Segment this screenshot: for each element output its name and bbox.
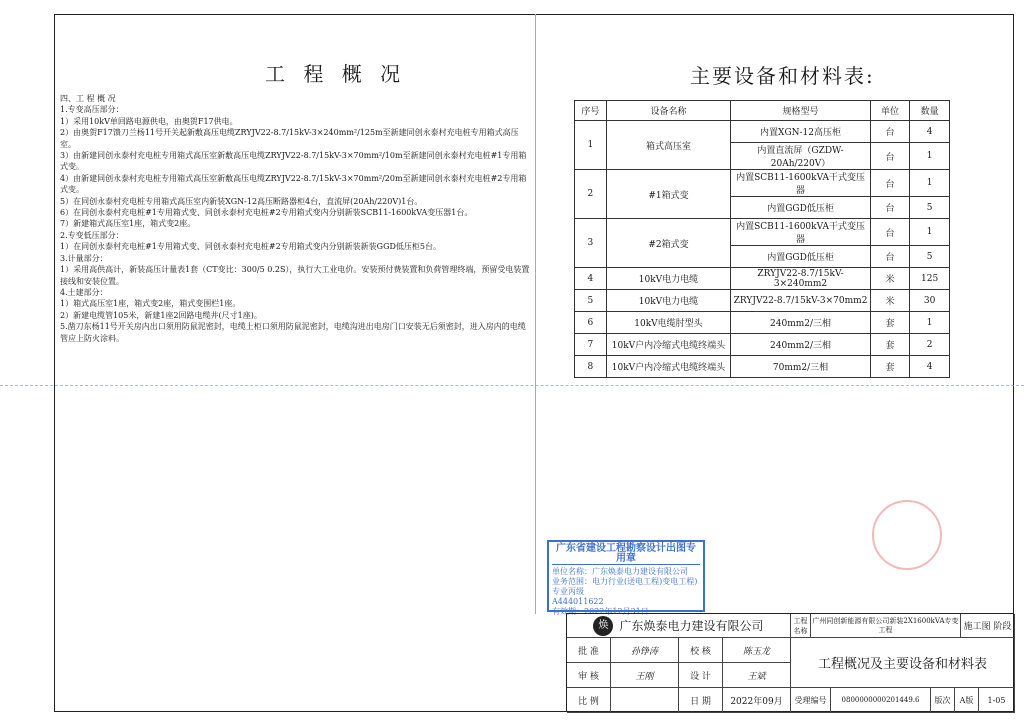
signature-check: 陈玉龙	[723, 638, 791, 663]
col-header-no: 序号	[575, 101, 607, 121]
table-row	[575, 334, 950, 356]
label-review: 审 核	[567, 663, 611, 688]
table-header-row	[575, 101, 950, 121]
col-header-qty: 数量	[910, 101, 950, 121]
overview-line: 1）在同创永泰村充电桩#1专用箱式变、同创永泰村充电桩#2专用箱式变内分别新装新装GGD低压柜5台。	[60, 242, 441, 252]
stamp-header: 广东省建设工程勘察设计出图专用章	[552, 544, 700, 565]
cell-unit: 米	[870, 268, 909, 290]
cell-unit: 台	[870, 121, 909, 143]
overview-line: 6）在同创永泰村充电桩#1专用箱式变、同创永泰村充电桩#2专用箱式变内分别新装SCB11-1600kVA变压器1台。	[60, 208, 473, 218]
scan-line	[0, 385, 1024, 386]
stamp-line: 单位名称：广东焕泰电力建设有限公司	[552, 567, 688, 576]
cell-unit: 台	[870, 219, 909, 246]
table-row	[575, 121, 950, 143]
title-block	[566, 613, 1014, 712]
cell-unit: 台	[870, 197, 909, 219]
overview-text	[60, 93, 530, 344]
cell-qty: 4	[910, 121, 950, 143]
stamp-line: 有效期：2022年12月31日	[552, 607, 649, 616]
cell-name: #1箱式变	[606, 170, 730, 219]
label-approve: 批 准	[567, 638, 611, 663]
col-header-name: 设备名称	[606, 101, 730, 121]
overview-line: 2）新建电缆管105米，新建1座2回路电缆井(尺寸1座)。	[60, 310, 262, 320]
overview-line: 4.土建部分：	[60, 287, 108, 297]
cell-no: 6	[575, 312, 607, 334]
stage: 施工图 阶段	[961, 614, 1015, 638]
cell-name: 10kV户内冷缩式电缆终端头	[606, 334, 730, 356]
cell-name: 10kV电力电缆	[606, 268, 730, 290]
signature-approve: 孙铮涛	[611, 638, 679, 663]
cell-qty: 1	[910, 312, 950, 334]
cell-unit: 米	[870, 290, 909, 312]
cell-name: 10kV电缆肘型头	[606, 312, 730, 334]
center-divider	[535, 14, 536, 614]
cell-spec: 内置GGD低压柜	[731, 246, 871, 268]
stamp-line: 业务范围：电力行业(送电工程)变电工程)专业丙级	[552, 577, 698, 596]
overview-line: 7）新建箱式高压室1座，箱式变2座。	[60, 219, 196, 229]
overview-title: 工 程 概 况	[265, 62, 407, 86]
red-seal	[872, 500, 942, 570]
table-row	[575, 356, 950, 378]
cell-spec: 内置GGD低压柜	[731, 197, 871, 219]
overview-line: 5）在同创永泰村充电桩专用箱式高压室内新装XGN-12高压断路器柜4台，直流屏(20Ah/220V)1台。	[60, 196, 423, 206]
overview-line: 3.计量部分：	[60, 253, 108, 263]
cell-name: #2箱式变	[606, 219, 730, 268]
label-check: 校 核	[679, 638, 723, 663]
cell-unit: 套	[870, 356, 909, 378]
cell-no: 5	[575, 290, 607, 312]
cell-unit: 台	[870, 143, 909, 170]
overview-line: 四、工 程 概 况	[60, 94, 116, 103]
cell-spec: 内置SCB11-1600kVA干式变压器	[731, 219, 871, 246]
drawing-number: 0800000000201449.6	[831, 688, 931, 713]
cell-qty: 1	[910, 219, 950, 246]
cell-no: 7	[575, 334, 607, 356]
cell-unit: 台	[870, 246, 909, 268]
version-label: 版次	[931, 688, 955, 713]
date-value: 2022年09月	[723, 688, 791, 713]
table-row	[575, 290, 950, 312]
overview-line: 3）由新建同创永泰村充电桩专用箱式高压室新敷高压电缆ZRYJV22-8.7/15kV-3×70mm²/10m至新建同创永泰村充电桩#1专用箱式变。	[60, 151, 527, 172]
cell-name: 10kV户内冷缩式电缆终端头	[606, 356, 730, 378]
cell-qty: 2	[910, 334, 950, 356]
cell-no: 3	[575, 219, 607, 268]
overview-line: 1.专变高压部分：	[60, 105, 124, 115]
project-name: 广州同创新能源有限公司新装2X1600kVA专变工程	[811, 614, 961, 638]
company-name: 广东焕泰电力建设有限公司	[619, 619, 764, 633]
overview-line: 5.凿刀东杨11号开关房内出口须用防鼠泥密封，电缆上柜口须用防鼠泥密封，电缆沟进出电房门口安装无后须密封，进入房内的电缆管应上防火涂料。	[60, 322, 526, 343]
cell-no: 4	[575, 268, 607, 290]
cell-no: 2	[575, 170, 607, 219]
col-header-spec: 规格型号	[731, 101, 871, 121]
table-row	[575, 219, 950, 246]
sheet-number: 1-05	[979, 688, 1015, 713]
cell-spec: 内置SCB11-1600kVA干式变压器	[731, 170, 871, 197]
project-label: 工程名称	[791, 614, 811, 638]
cell-qty: 30	[910, 290, 950, 312]
cell-qty: 1	[910, 143, 950, 170]
company-cell	[567, 614, 791, 638]
scale-value	[611, 688, 679, 713]
signature-design: 王斌	[723, 663, 791, 688]
cell-unit: 套	[870, 334, 909, 356]
label-date: 日 期	[679, 688, 723, 713]
cell-no: 8	[575, 356, 607, 378]
cell-unit: 套	[870, 312, 909, 334]
number-label: 受理编号	[791, 688, 831, 713]
materials-title: 主要设备和材料表:	[690, 64, 875, 88]
table-row	[575, 268, 950, 290]
overview-line: 1）采用高供高计，新装高压计量表1套（CT变比：300/5 0.2S），执行大工业电价。安装预付费装置和负荷管理终端，预留受电装置接线和安装位置。	[60, 265, 530, 286]
col-header-unit: 单位	[870, 101, 909, 121]
cell-qty: 5	[910, 246, 950, 268]
cell-name: 箱式高压室	[606, 121, 730, 170]
label-scale: 比 例	[567, 688, 611, 713]
cell-spec: 内置直流屏（GZDW-20Ah/220V）	[731, 143, 871, 170]
company-logo-icon: 焕	[593, 616, 613, 636]
cell-qty: 125	[910, 268, 950, 290]
table-row	[575, 312, 950, 334]
signature-review: 王刚	[611, 663, 679, 688]
table-row	[575, 170, 950, 197]
drawing-title: 工程概况及主要设备和材料表	[791, 638, 1015, 688]
stamp-line: A444011622	[552, 597, 604, 606]
cell-qty: 5	[910, 197, 950, 219]
overview-line: 1）箱式高压室1座，箱式变2座，箱式变围栏1座。	[60, 299, 241, 309]
cell-spec: 240mm2/三相	[731, 312, 871, 334]
cell-qty: 4	[910, 356, 950, 378]
cell-spec: 240mm2/三相	[731, 334, 871, 356]
overview-line: 2.专变低压部分：	[60, 230, 124, 240]
cell-spec: 70mm2/三相	[731, 356, 871, 378]
cell-qty: 1	[910, 170, 950, 197]
materials-table	[574, 100, 950, 378]
label-design: 设 计	[679, 663, 723, 688]
cell-spec: ZRYJV22-8.7/15kV-3×70mm2	[731, 290, 871, 312]
cell-spec: ZRYJV22-8.7/15kV-3×240mm2	[731, 268, 871, 290]
cell-no: 1	[575, 121, 607, 170]
overview-line: 4）由新建同创永泰村充电桩专用箱式高压室新敷高压电缆ZRYJV22-8.7/15kV-3×70mm²/20m至新建同创永泰村充电桩#2专用箱式变。	[60, 173, 527, 195]
cell-unit: 台	[870, 170, 909, 197]
cell-spec: 内置XGN-12高压柜	[731, 121, 871, 143]
cell-name: 10kV电力电缆	[606, 290, 730, 312]
overview-line: 2）由奥贺F17馈刀兰杨11号开关起新敷高压电缆ZRYJV22-8.7/15kV-3×240mm²/125m至新建同创永泰村充电桩专用箱式高压室。	[60, 128, 519, 149]
design-seal-stamp	[547, 540, 705, 616]
version-value: A版	[955, 688, 979, 713]
overview-line: 1）采用10kV单回路电源供电，由奥贺F17供电。	[60, 116, 238, 126]
